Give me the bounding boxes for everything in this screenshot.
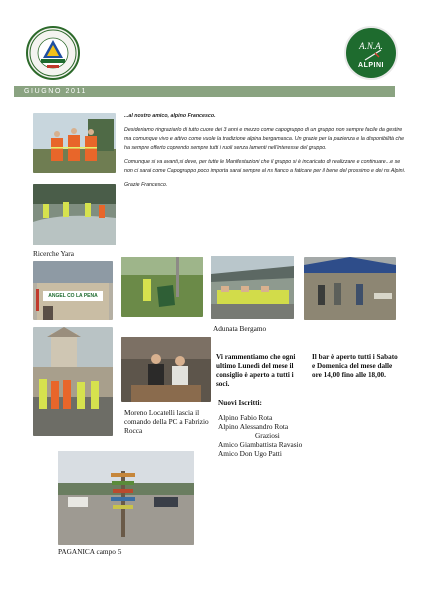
photo-building-image	[33, 261, 113, 320]
month-banner	[14, 86, 395, 97]
letter-greeting: ...al nostro amico, alpino Francesco.	[124, 113, 216, 119]
letter-paragraph-2: Comunque si va avanti,si deve, per tutte le Manifestazioni che il gruppo si è incaricato di realizzare e continuare...e se non ci sarai come Capogruppo poco importa sarai sempre al ns fianco a faticare per il bene del prossimo e dei ns Alpini.	[124, 158, 406, 175]
new-member-item: Alpino Fabio Rota	[218, 413, 273, 423]
new-member-item: Graziosi	[255, 431, 280, 441]
new-member-item: Amico Giambattista Ravasio	[218, 440, 303, 450]
letter-paragraph-1: Desideriamo ringraziarlo di tutto cuore dei 3 anni e mezzo come capogruppo di un gruppo non sempre facile da gestire ma comunque vivo e attivo come vuole la tradizione alpina bergamasca. Un grazie per la pazienza e la disponibilità che ha sempre offerto coprendo sempre tutti i ruoli senza lamenti nell'interesse del gruppo.	[124, 126, 405, 152]
photo-volunteers-image	[33, 113, 116, 173]
caption-adunata-bergamo: Adunata Bergamo	[213, 324, 267, 333]
photo-volunteers-group	[33, 113, 116, 173]
caption-ricerche-yara: Ricerche Yara	[33, 249, 74, 258]
notice-consiglio: Vi rammentiamo che ogni ultimo Lunedì del mese il consiglio è aperto a tutti i soci.	[216, 353, 296, 388]
photo-handover-image	[121, 337, 211, 402]
protezione-civile-logo	[26, 26, 80, 80]
new-members	[218, 398, 338, 459]
photo-adunata-image	[211, 256, 294, 319]
photo-tent-gathering	[304, 257, 396, 320]
photo-church-team	[33, 327, 113, 436]
photo-grass-image	[121, 257, 203, 317]
photo-tent-image	[304, 257, 396, 320]
photo-building-banner	[33, 261, 113, 320]
photo-adunata-bergamo	[211, 256, 294, 319]
photo-river-search-image	[33, 184, 116, 245]
letter-to-francesco	[124, 112, 406, 195]
photo-handover	[121, 337, 211, 402]
photo-ricerche-yara	[33, 184, 116, 245]
ana-alpini-logo	[344, 26, 398, 80]
new-member-item: Amico Don Ugo Patti	[218, 449, 282, 459]
photo-church-image	[33, 327, 113, 436]
protezione-civile-emblem-icon	[28, 28, 78, 78]
alpine-hat-feather-icon	[363, 48, 383, 62]
photo-grass-cart	[121, 257, 203, 317]
new-member-item: Alpino Alessandro Rota	[218, 422, 289, 432]
notice-bar-hours: Il bar è aperto tutti i Sabato e Domenica del mese dalle ore 14,00 fino alle 18,00.	[312, 353, 398, 379]
logo-right-bottom-text: ALPINI	[358, 62, 384, 69]
logo-right-top-text: A.N.A.	[359, 41, 383, 51]
caption-paganica-campo-5: PAGANICA campo 5	[58, 547, 122, 556]
photo-paganica-image	[58, 451, 194, 545]
banner-sign-text: ANGEL CO LA PENA	[48, 293, 98, 299]
caption-moreno-locatelli: Moreno Locatelli lascia il comando della PC a Fabrizio Rocca	[124, 408, 209, 435]
month-banner-text: GIUGNO 2011	[24, 88, 87, 95]
letter-closing: Grazie Francesco.	[124, 181, 168, 188]
photo-paganica-campo-5	[58, 451, 194, 545]
new-members-title: Nuovi Iscritti:	[218, 398, 262, 407]
